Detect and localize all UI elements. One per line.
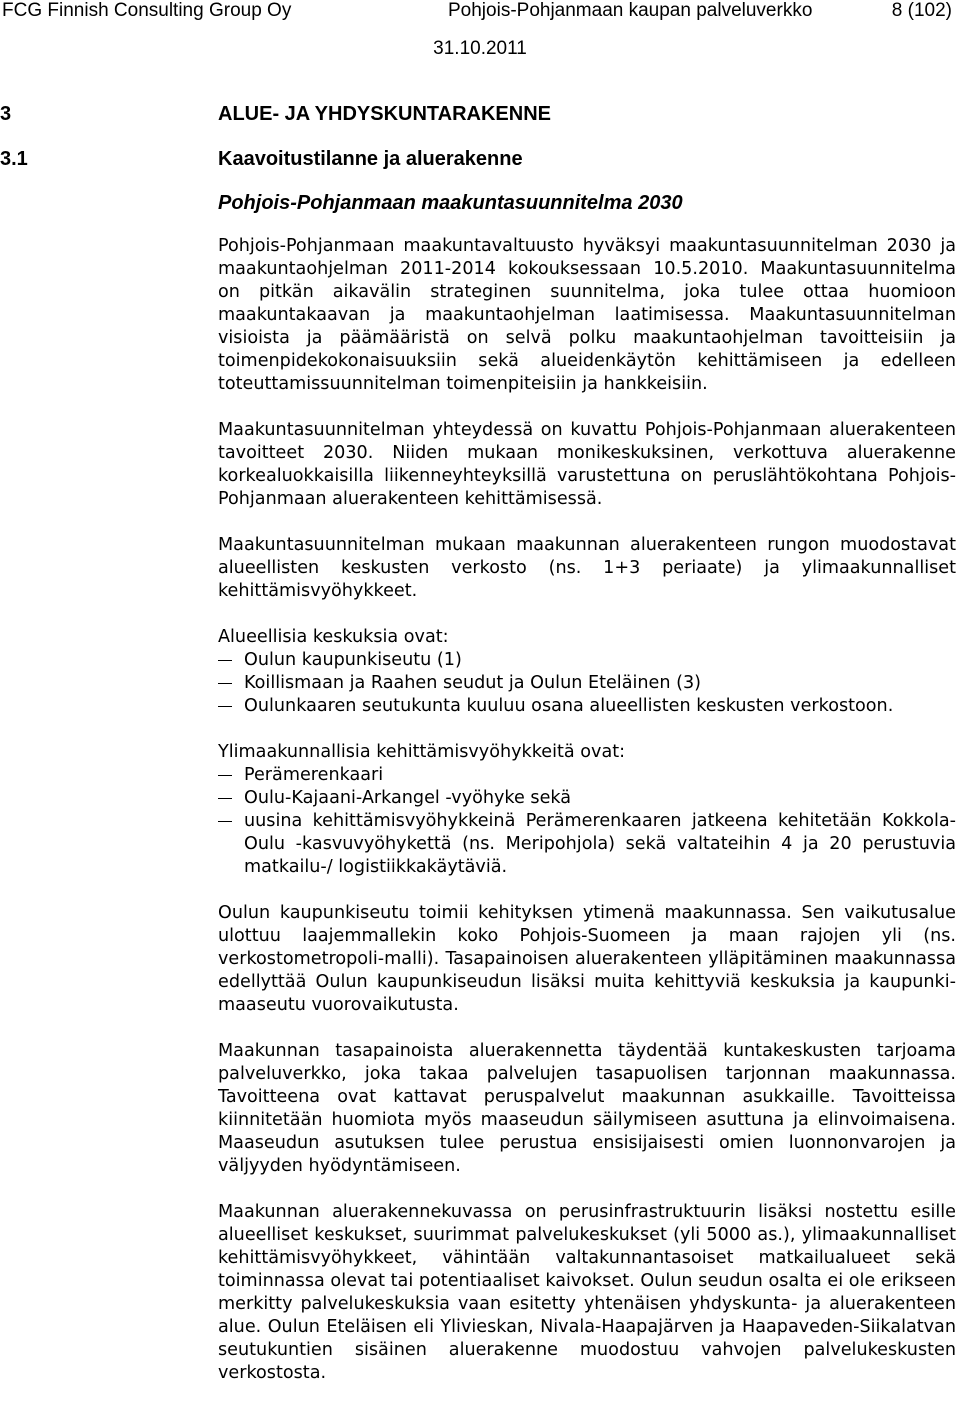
list-regional-centers xyxy=(218,649,956,718)
section-number: 3 xyxy=(0,103,12,125)
list-item: Oulun kaupunkiseutu (1) xyxy=(218,649,956,672)
page-header xyxy=(0,0,960,64)
subsection-title: Kaavoitustilanne ja aluerakenne xyxy=(218,148,523,170)
list-item: Oulunkaaren seutukunta kuuluu osana alueellisten keskusten verkostoon. xyxy=(218,695,956,718)
subsection-number: 3.1 xyxy=(0,148,28,170)
list-development-zones xyxy=(218,764,956,879)
list-item: Koillismaan ja Raahen seudut ja Oulun Eteläinen (3) xyxy=(218,672,956,695)
paragraph: Maakunnan aluerakennekuvassa on perusinfrastruktuurin lisäksi nostettu esille alueelliset keskukset, suurimmat palvelukeskukset (yli 5000 as.), ylimaakunnalliset kehittämisvyöhykkeet, vähintään valtakunnantasoiset matkailualueet sekä toiminnassa olevat tai potentiaaliset kaivokset. Oulun seudun osalta ei ole erikseen merkitty palvelukeskuksia vaan esitetty yhtenäisen yhdyskunta- ja aluerakenteen alue. Oulun Eteläisen eli Ylivieskan, Nivala-Haapajärven ja Haapaveden-Siikalatvan seutukuntien sisäinen aluerakenne muodostuu vahvojen palvelukeskusten verkostosta. xyxy=(218,1202,956,1383)
list-intro-centers: Alueellisia keskuksia ovat: xyxy=(218,627,449,647)
header-company: FCG Finnish Consulting Group Oy xyxy=(2,0,292,21)
paragraph: Maakunnan tasapainoista aluerakennetta täydentää kuntakeskusten tarjoama palveluverkko, joka takaa palvelujen tasapuolisen tarjonnan maakunnassa. Tavoitteena ovat kattavat peruspalvelut maakunnan asukkaille. Tavoitteissa kiinnitetään huomiota myös maaseudun säilymiseen asuttuna ja elinvoimaisena. Maaseudun asutuksen tulee perustua ensisijaisesti omien luonnonvarojen ja väljyyden hyödyntämiseen. xyxy=(218,1041,956,1176)
paragraph: Maakuntasuunnitelman yhteydessä on kuvattu Pohjois-Pohjanmaan aluerakenteen tavoitteet 2030. Niiden mukaan monikeskuksinen, verkottuva aluerakenne korkealuokkaisilla liikenneyhteyksillä varustettuna on peruslähtökohtana Pohjois-Pohjanmaan aluerakenteen kehittämisessä. xyxy=(218,420,956,509)
subsection-heading xyxy=(0,147,956,171)
header-page-number: 8 (102) xyxy=(891,0,952,21)
header-date: 31.10.2011 xyxy=(433,38,527,59)
header-document-title: Pohjois-Pohjanmaan kaupan palveluverkko xyxy=(448,0,813,21)
section-title: ALUE- JA YHDYSKUNTARAKENNE xyxy=(218,103,551,125)
paragraph: Pohjois-Pohjanmaan maakuntavaltuusto hyväksyi maakuntasuunnitelman 2030 ja maakuntaohjelman 2011-2014 kokouksessaan 10.5.2010. Maakuntasuunnitelma on pitkän aikavälin strateginen suunnitelma, joka tulee ottaa huomioon maakuntakaavan ja maakuntaohjelman laatimisessa. Maakuntasuunnitelman visioista ja päämääristä on selvä polku maakuntaohjelman tavoitteisiin ja toimenpidekokonaisuuksiin sekä alueidenkäytön kehittämiseen ja edelleen toteuttamissuunnitelman toimenpiteisiin ja hankkeisiin. xyxy=(218,236,956,394)
list-item: uusina kehittämisvyöhykkeinä Perämerenkaaren jatkeena kehitetään Kokkola-Oulu -kasvuvyöhykettä (ns. Meripohjola) sekä valtateihin 4 ja 20 perustuvia matkailu-/ logistiikkakäytäviä. xyxy=(218,810,956,879)
paragraph: Maakuntasuunnitelman mukaan maakunnan aluerakenteen rungon muodostavat alueellisten keskusten verkosto (ns. 1+3 periaate) ja ylimaakunnalliset kehittämisvyöhykkeet. xyxy=(218,535,956,601)
paragraph: Oulun kaupunkiseutu toimii kehityksen ytimenä maakunnassa. Sen vaikutusalue ulottuu laajemmallekin koko Pohjois-Suomeen ja maan rajojen yli (ns. verkostometropoli-malli). Tasapainoisen aluerakenteen ylläpitäminen maakunnassa edellyttää Oulun kaupunkiseudun lisäksi muita kehittyviä keskuksia ja kaupunki-maaseutu vuorovaikutusta. xyxy=(218,903,956,1015)
subheading: Pohjois-Pohjanmaan maakuntasuunnitelma 2030 xyxy=(218,192,683,214)
list-intro-zones: Ylimaakunnallisia kehittämisvyöhykkeitä ovat: xyxy=(218,742,626,762)
document-body xyxy=(0,98,956,1408)
list-item: Perämerenkaari xyxy=(218,764,956,787)
section-heading xyxy=(0,102,956,126)
list-item: Oulu-Kajaani-Arkangel -vyöhyke sekä xyxy=(218,787,956,810)
